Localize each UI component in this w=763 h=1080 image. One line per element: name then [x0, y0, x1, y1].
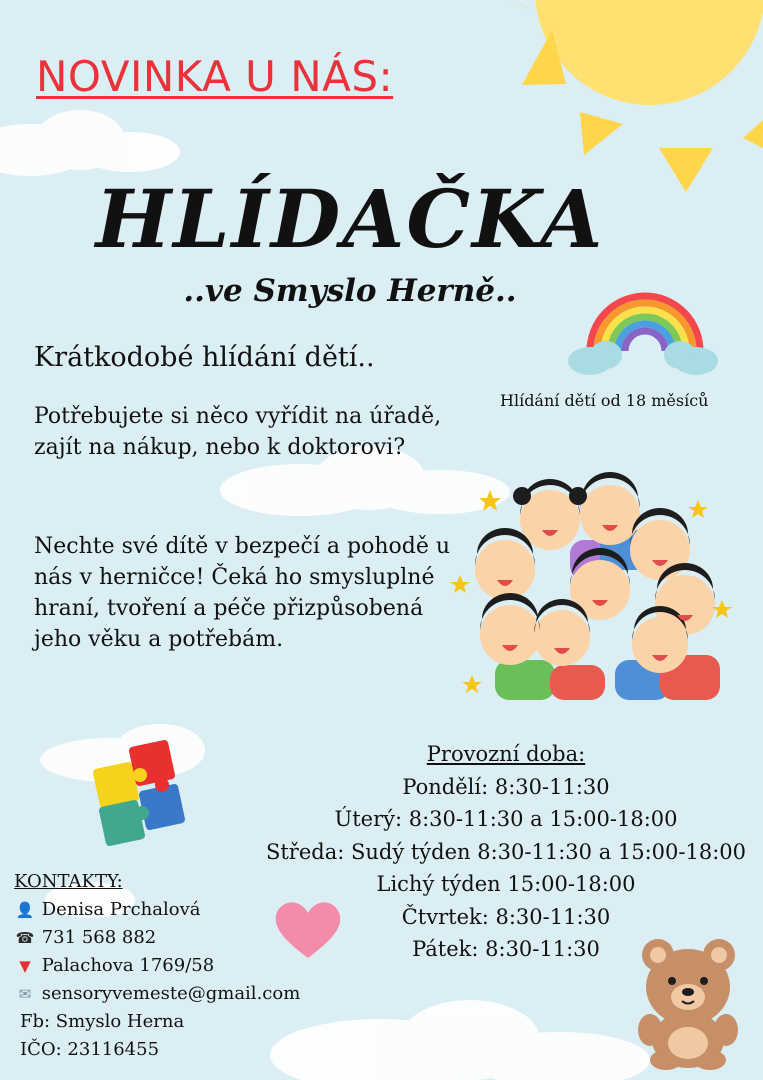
location-pin-icon: ▼ [19, 957, 31, 975]
sun-icon [500, 0, 763, 200]
age-note: Hlídání dětí od 18 měsíců [500, 391, 709, 410]
hours-line: Úterý: 8:30-11:30 a 15:00-18:00 [334, 807, 678, 831]
opening-hours [236, 738, 763, 966]
opening-hours-title: Provozní doba: [426, 742, 586, 766]
page-title: HLÍDAČKA [95, 172, 605, 266]
hours-line: Středa: Sudý týden 8:30-11:30 a 15:00-18:00 [265, 839, 747, 864]
contacts [14, 868, 300, 1064]
envelope-icon: ✉ [18, 985, 32, 1003]
hours-line: Čtvrtek: 8:30-11:30 [401, 904, 611, 929]
hours-line: Lichý týden 15:00-18:00 [376, 872, 636, 896]
contacts-title: KONTAKTY: [14, 871, 123, 892]
headline: NOVINKA U NÁS: [36, 52, 394, 101]
puzzle-icon [92, 735, 197, 850]
section-heading: Krátkodobé hlídání dětí.. [34, 342, 375, 373]
phone-icon: ☎ [15, 929, 35, 947]
contact-ico: IČO: 23116455 [20, 1039, 160, 1060]
contact-email[interactable]: ✉ sensoryvemeste@gmail.com [14, 980, 300, 1008]
contact-phone[interactable]: ☎ 731 568 882 [14, 924, 300, 952]
children-group-illustration [450, 460, 740, 705]
hours-line: Pondělí: 8:30-11:30 [402, 774, 610, 799]
person-icon: 👤 [15, 901, 35, 919]
description-paragraph: Nechte své dítě v bezpečí a pohodě u nás v herničce! Čeká ho smysluplné hraní, tvoření a péče přizpůsobená jeho věku a potřebám. [34, 534, 451, 652]
contact-name: 👤 Denisa Prchalová [14, 896, 300, 924]
hours-line: Pátek: 8:30-11:30 [412, 937, 600, 961]
contact-facebook[interactable]: Fb: Smyslo Herna [20, 1011, 185, 1032]
subtitle: ..ve Smyslo Herně.. [183, 273, 517, 309]
contact-address: ▼ Palachova 1769/58 [14, 952, 300, 980]
intro-paragraph: Potřebujete si něco vyřídit na úřadě, zajít na nákup, nebo k doktorovi? [34, 404, 442, 460]
